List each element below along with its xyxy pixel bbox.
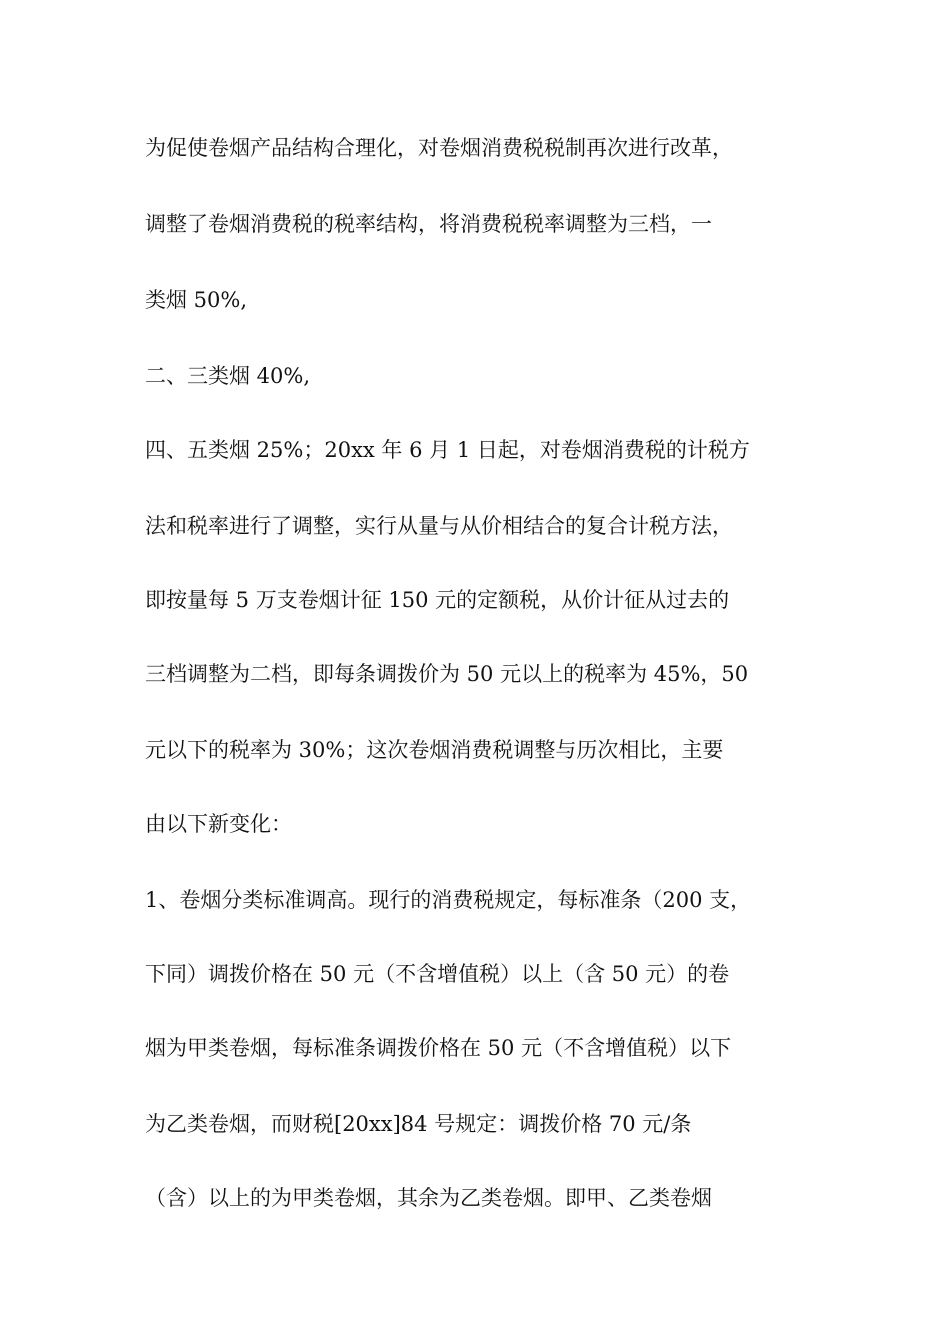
paragraph-line: 下同）调拨价格在 50 元（不含增值税）以上（含 50 元）的卷 bbox=[145, 962, 730, 986]
paragraph-line: 三档调整为二档，即每条调拨价为 50 元以上的税率为 45%，50 bbox=[145, 662, 749, 686]
paragraph-line: 法和税率进行了调整，实行从量与从价相结合的复合计税方法， bbox=[145, 514, 733, 538]
paragraph-line: 调整了卷烟消费税的税率结构，将消费税税率调整为三档，一 bbox=[145, 212, 712, 236]
paragraph-line: 为乙类卷烟，而财税[20xx]84 号规定：调拨价格 70 元/条 bbox=[145, 1112, 692, 1136]
paragraph-line: （含）以上的为甲类卷烟，其余为乙类卷烟。即甲、乙类卷烟 bbox=[145, 1186, 712, 1210]
paragraph-line: 即按量每 5 万支卷烟计征 150 元的定额税，从价计征从过去的 bbox=[145, 588, 730, 612]
paragraph-line: 为促使卷烟产品结构合理化，对卷烟消费税税制再次进行改革， bbox=[145, 136, 733, 160]
paragraph-line: 1、卷烟分类标准调高。现行的消费税规定，每标准条（200 支， bbox=[145, 888, 752, 912]
paragraph-line: 二、三类烟 40%, bbox=[145, 364, 311, 388]
paragraph-line: 元以下的税率为 30%；这次卷烟消费税调整与历次相比，主要 bbox=[145, 738, 724, 762]
paragraph-line: 烟为甲类卷烟，每标准条调拨价格在 50 元（不含增值税）以下 bbox=[145, 1036, 732, 1060]
paragraph-line: 由以下新变化： bbox=[145, 812, 292, 836]
paragraph-line: 类烟 50%, bbox=[145, 288, 248, 312]
paragraph-line: 四、五类烟 25%；20xx 年 6 月 1 日起，对卷烟消费税的计税方 bbox=[145, 438, 750, 462]
